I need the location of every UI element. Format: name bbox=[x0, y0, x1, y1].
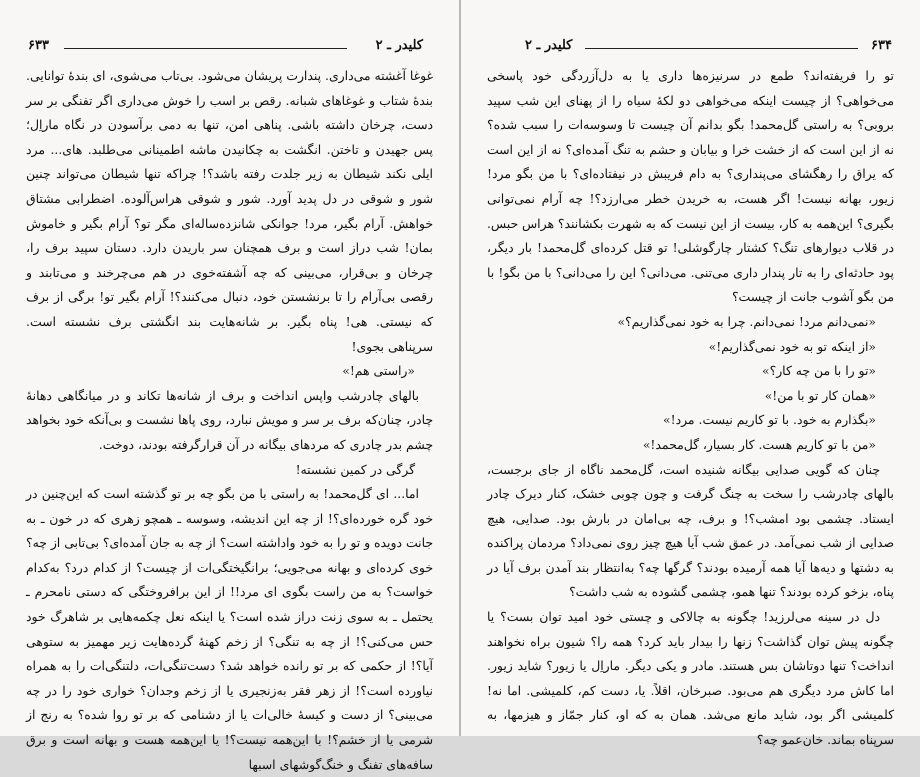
dialogue-line: «تو را با من چه کار؟» bbox=[762, 363, 876, 379]
page-number: ۶۳۴ bbox=[871, 38, 892, 53]
running-title: کلیدر ـ ۲ bbox=[375, 38, 423, 53]
running-title: کلیدر ـ ۲ bbox=[525, 38, 573, 53]
dialogue-line: «بگذارم به خود. با تو کاریم نیست. مرد!» bbox=[663, 412, 876, 428]
dialogue-line: «راستی هم!» bbox=[342, 363, 415, 379]
dialogue-line: «نمی‌دانم مرد! نمی‌دانم. چرا به خود نمی‌گذاریم؟» bbox=[617, 313, 876, 329]
left-page-body bbox=[26, 64, 433, 777]
dialogue-line: «از اینکه تو به خود نمی‌گذاریم!» bbox=[708, 338, 876, 354]
paragraph: تو را فریفته‌اند؟ طمع در سرنیزه‌ها داری یا به دل‌آزردگی خود پاسخی می‌خواهی؟ از چیست اینکه می‌خواهی دو لکهٔ سیاه را از پهنای این شب سپید بروبی؟ به راستی گل‌محمد! بگو بدانم آن چیست تا وسوسه‌ات را سبب شده؟ نه از این است که از خشت خرا و بیابان و حشم به تنگ آمده‌ای؟ نه از این است که یراق را رهگشای می‌پنداری؟ به دام فریبش در نیفتاده‌ای؟ با من بگو مرد! زیور، بهانه نیست! اگر هست، به خریدن خطر می‌ارزد؟! چه آرام نمی‌توانی بگیری؟ این‌همه به‌ کار، بیست از این نیست که به شهرت بکشانند؟ هراس حبس. در قلاب دیوارهای تنگ؟ کشتار چارگوشلی! تو قتل کرده‌ای گل‌محمد! بار دیگر، پود حادثه‌ای را به تار پندار داری می‌تنی. می‌دانی؟ این را می‌دانی؟ با من بگو! با من بگو آشوب جانت از چیست؟ bbox=[486, 68, 894, 305]
page-number: ۶۳۳ bbox=[28, 38, 49, 53]
paragraph: دل در سینه می‌لرزید! چگونه به چالاکی و چستی خود امید توان بست؟ یا چگونه پیش توان گذاشت؟ زنها را بیدار باید کرد؟ همه را؟ شیون براه نخواهند انداخت؟ تنها دوتاشان بس هستند. مادر و یکی دیگر. ماراِل یا زیور؟ شاید زیور. اما کاش مرد دیگری هم می‌بود. صبرخان، اقلاً. یا، دست کم، کلمیشی. اما نه! کلمیشی اگر بود، شاید مانع می‌شد. همان به که او، کنار جمّاز و هیزمها، به سرپناه بماند. خان‌عمو چه؟ bbox=[487, 609, 894, 748]
right-page-body bbox=[487, 64, 894, 753]
paragraph: چنان که گویی صدایی بیگانه شنیده است، گل‌محمد ناگاه از جای برجست، بالهای چادرشب را سخت به چنگ گرفت و چون چوبی خشک، کنار دیرک چادر ایستاد. چشمی بود امشب؟! و برف، چه بی‌امان در بارش بود. صدایی، هیچ صدایی از شب نمی‌آمد. در عمق شب آیا هیچ چیز روی نمی‌داد؟ مردمان پراکنده به دشتها و دیه‌ها آیا همه آرمیده بودند؟ گرگها چه؟ به‌انتظار بند آمدن برف آیا در پناه، بزخو کرده بودند؟ تنها همو، چشمی گشوده به شب داشت؟ bbox=[487, 461, 894, 600]
left-page bbox=[0, 0, 459, 772]
left-page-header bbox=[28, 38, 431, 58]
right-page-header bbox=[489, 38, 892, 58]
header-rule bbox=[64, 48, 347, 49]
paragraph: گرگی در کمین نشسته! bbox=[295, 461, 415, 477]
paragraph: اما... ای گل‌محمد! به راستی با من بگو چه بر تو گذشته است که این‌چنین در خود گره خورده‌ای؟! از چه این اندیشه، وسوسه ـ همچو زهری که در خون ـ به جانت دویده و تو را به خود واداشته است؟ از چه به جان آمده‌ای؟ بی‌تابی از چه؟ خوی کرده‌ای و بهانه می‌جویی؛ برانگیختگی‌ات از چیست؟ از کدام درد؟ به‌کدام خواست؟ به من راست بگوی ای مرد!! از این برافروختگی که دستی نامحرم ـ یحتمل ـ به سوی زنت دراز شده است؟ یا اینکه نعل چکمه‌هایی بر شاهرگ خود حس می‌کنی؟! از چه به تنگی؟ از زخم کهنهٔ گرده‌هایت زیر مهمیز به ستوهی آیا؟! از حکمی که بر تو رانده خواهد شد؟ دست‌تنگی‌ات، دلتنگی‌ات را به همراه نیاورده است؟! از زهر فقر به‌زنجیری یا از زخم وجدان؟ خواری خود را در چه می‌بینی؟ از دست و کیسهٔ خالی‌ات یا از دشنامی که بر تو روا شده؟ به رنج از شرمی یا از خشم؟! با این‌همه نیست؟! یا این‌همه هست و بهانه است و برق سافه‌های تفنگ و خنگ‌گوشهای اسبها bbox=[26, 486, 433, 772]
right-page bbox=[461, 0, 920, 748]
paragraph: بالهای چادرشب واپس انداخت و برف از شانه‌ها تکاند و در میانگاهی دهانهٔ چادر، چنان‌که برف بر سر و مویش نبارد، روی پاها نشست و بی‌آنکه خود بخواهد چشم بدر چادری که مردهای بیگانه در آن قرارگرفته بودند، دوخت. bbox=[26, 387, 433, 452]
paragraph: غوغا آغشته می‌داری. پندارت پریشان می‌شود. بی‌تاب می‌شوی، ای بندهٔ توانایی. بندهٔ شتاب و غوغاهای شبانه. رقص بر اسب را خوش می‌داری اگر تفنگی بر سر دست، چرخان داشته باشی. پناهی امن، تنها به دمی برآسودن در نگاه ماراِل؛ پس جهیدن و تاختن. انگشت به چکانیدن ماشه اطمینانی می‌طلبد. های... مرد ایلی نکند شیطان به زیر جلدت رفته باشد؟! چراکه تنها شیطان می‌تواند چنین شور و شوقی در دل پدید آورد. شور و شوقی هراس‌آلوده. اضطرابی مشتاق خواهش. آرام بگیر، مرد! جوانکی شانزده‌ساله‌ای مگر تو؟ آرام بگیر و خاموش بمان! شب دراز است و برف همچنان سر باریدن دارد. دستان سپید برف را، چرخان و بی‌قرار، می‌بینی که چه آشفته‌خوی در هم می‌چرخند و می‌تابند و رقصی بی‌آرام را تا برنشستن خود، دنبال می‌کنند؟! آرام بگیر تو! برگی از برف که نیستی. هی! پناه بگیر. بر شانه‌هایت بند انگشتی برف نشسته است. سرپناهی بجوی! bbox=[26, 68, 433, 354]
dialogue-line: «من با تو کاریم هست. کار بسیار، گل‌محمد!» bbox=[642, 436, 876, 452]
dialogue-line: «همان کار تو با من!» bbox=[764, 387, 876, 403]
header-rule bbox=[585, 48, 858, 49]
